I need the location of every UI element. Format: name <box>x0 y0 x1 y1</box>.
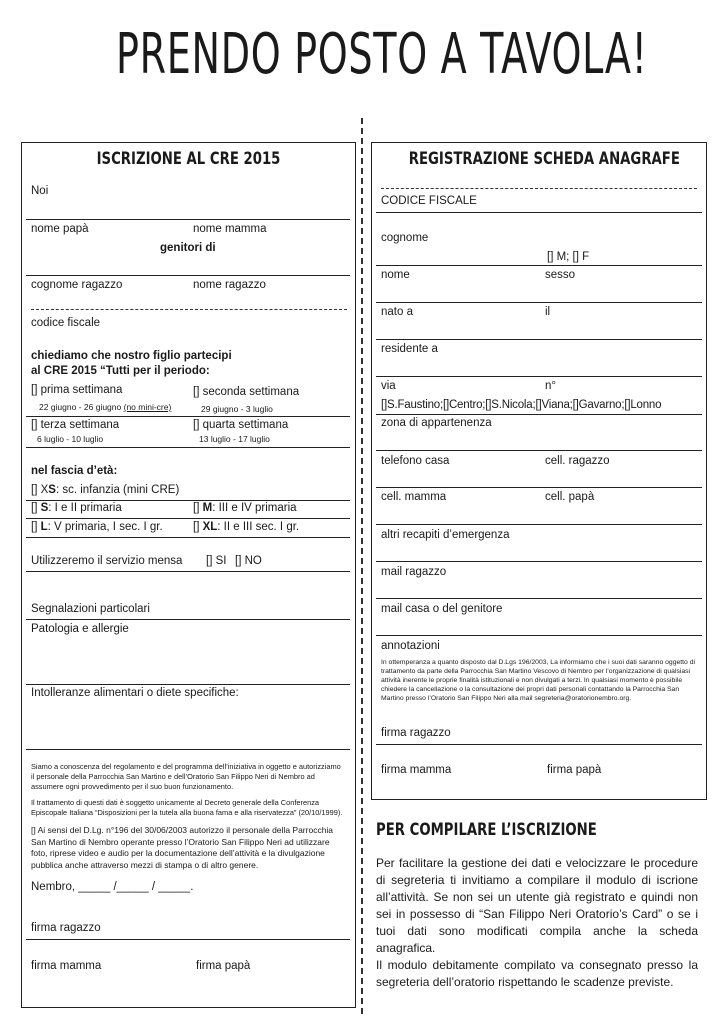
fascia-l-text: : V primaria, I sec. I gr. <box>47 521 163 533</box>
week2-checkbox[interactable]: [] seconda settimana <box>193 386 300 398</box>
week4-dates: 13 luglio - 17 luglio <box>199 434 270 444</box>
firma-ragazzo-label: firma ragazzo <box>31 922 101 934</box>
genitori-label: genitori di <box>160 242 216 254</box>
fascia-xl-checkbox[interactable] <box>193 521 299 533</box>
anagrafe-firma-ragazzo-field[interactable] <box>376 744 702 745</box>
anagrafe-firma-mamma-label: firma mamma <box>381 764 452 776</box>
week1-dates <box>39 402 171 412</box>
intolleranze-label: Intolleranze alimentari o diete specifiche: <box>31 687 239 699</box>
mail-genitore-field[interactable] <box>376 635 702 636</box>
week2-dates: 29 giugno - 3 luglio <box>201 404 273 414</box>
week3-checkbox[interactable]: [] terza settimana <box>31 419 120 431</box>
cell-mamma-label: cell. mamma <box>381 491 447 503</box>
fascia-xs-code: S <box>48 484 56 496</box>
anagrafe-cf-field[interactable] <box>381 188 697 189</box>
instructions-paragraph-1: Per facilitare la gestione dei dati e velocizzare le procedure di segreteria ti invitiamo a compilare il modulo di iscrione all’attività. Se non sei un utente già registrato e quindi non sei in possesso di “San Filippo Neri Oratorio’s Card” o se i tuoi dati sono modificati compila anche la scheda anagrafica. <box>376 856 698 955</box>
firma-mamma-label: firma mamma <box>31 960 102 972</box>
sesso-label: sesso <box>545 269 576 281</box>
fascia-xs-text: : sc. infanzia (mini CRE) <box>55 484 180 496</box>
consenso-foto-checkbox[interactable]: [] Ai sensi del D.Lg. n°196 del 30/06/2003 autorizzo il personale della Parrocchia San Martino di Nembro operante presso l’Oratorio San Filippo Neri ad utilizzare foto, riprese video e audio per la documentazione dell’attività e la divulgazione pubblica anche attraverso mezzi di stampa o di altro genere. <box>31 825 334 870</box>
anagrafe-firma-ragazzo-label: firma ragazzo <box>381 727 451 739</box>
fascia-m-box: [] <box>193 502 203 514</box>
mail-ragazzo-field[interactable] <box>376 598 702 599</box>
noi-label: Noi <box>31 185 49 197</box>
chiediamo-line2: al CRE 2015 “Tutti per il periodo: <box>31 365 210 377</box>
instructions-paragraph-2: Il modulo debitamente compilato va consegnato presso la segreteria dell’oratorio rispettando le scadenze previste. <box>376 958 698 989</box>
fascia-s-text: : I e II primaria <box>48 502 122 514</box>
fascia-xl-code: XL <box>202 521 218 533</box>
fascia-line-2 <box>26 518 350 519</box>
week1-checkbox[interactable]: [] prima settimana <box>31 384 123 396</box>
fascia-xs-box: [] X <box>31 484 49 496</box>
anagrafe-cognome-field[interactable] <box>376 265 702 266</box>
fascia-m-text: : III e IV primaria <box>212 502 297 514</box>
noi-field[interactable] <box>26 219 350 220</box>
residente-field[interactable] <box>376 376 702 377</box>
privacy-text: In ottemperanza a quanto disposto dal D.Lgs 196/2003, La informiamo che i suoi dati saranno oggetto di trattamento da parte della Parrocchia San Martino Vescovo di Nembro per l’organizzazione di qualsiasi attività inerente le proprie finalità istituzionali e non divulgati a terzi. In qualsiasi momento è possibile chiedere la cancellazione o la consultazione dei propri dati personali contattando la Parrocchia San Martino presso l’Oratorio San Filippo Neri alla mail segreteria@oratorionembro.org. <box>381 659 695 702</box>
week4-checkbox[interactable]: [] quarta settimana <box>193 419 289 431</box>
cell-ragazzo-label: cell. ragazzo <box>545 455 610 467</box>
sesso-options[interactable]: [] M; [] F <box>547 251 590 263</box>
fascia-s-box: [] <box>31 502 41 514</box>
firma-papa-label: firma papà <box>196 960 251 972</box>
residente-label: residente a <box>381 343 438 355</box>
annotazioni-label: annotazioni <box>381 640 440 652</box>
numero-label: n° <box>545 380 556 392</box>
zona-options[interactable]: []S.Faustino;[]Centro;[]S.Nicola;[]Viana;[]Gavarno;[]Lonno <box>381 399 662 411</box>
fascia-line-3 <box>26 537 350 538</box>
anagrafe-cognome-label: cognome <box>381 232 429 244</box>
fascia-s-code: S <box>40 502 49 514</box>
cognome-label: cognome ragazzo <box>31 279 123 291</box>
cell-genitori-field[interactable] <box>376 524 702 525</box>
mensa-no-checkbox[interactable]: [] NO <box>235 555 262 567</box>
nato-label: nato a <box>381 306 413 318</box>
genitori-field[interactable] <box>26 275 350 276</box>
mamma-label: nome mamma <box>193 223 267 235</box>
mensa-line <box>26 571 350 572</box>
nome-label: nome ragazzo <box>193 279 266 291</box>
anagrafe-firma-papa-label: firma papà <box>547 764 602 776</box>
telefono-label: telefono casa <box>381 455 450 467</box>
trattamento-text: Il trattamento di questi dati è soggetto unicamente al Decreto generale della Conferenza Episcopale Italiana “Disposizioni per la tutela alla buona fama e alla riservatezza” (20/10/1999). <box>31 798 343 817</box>
fascia-l-box: [] <box>31 521 41 533</box>
patologia-field[interactable] <box>26 684 350 685</box>
instructions-title: PER COMPILARE L’ISCRIZIONE <box>376 820 597 840</box>
anagrafe-cf-label: CODICE FISCALE <box>381 195 477 207</box>
mail-ragazzo-label: mail ragazzo <box>381 566 447 578</box>
weeks-end-line <box>26 447 350 448</box>
cf-label: codice fiscale <box>31 317 101 329</box>
altri-recapiti-field[interactable] <box>376 561 702 562</box>
fascia-m-code: M <box>202 502 213 514</box>
altri-recapiti-label: altri recapiti d’emergenza <box>381 529 510 541</box>
fascia-l-checkbox[interactable] <box>31 521 163 533</box>
mensa-label: Utilizzeremo il servizio mensa <box>31 555 183 567</box>
telefono-field[interactable] <box>376 487 702 488</box>
via-field[interactable] <box>376 414 702 415</box>
regolamento-text: Siamo a conoscenza del regolamento e del programma dell’iniziativa in oggetto e autorizziamo il personale della Parrocchia San Martino e dell’Oratorio San Filippo Neri di Nembro ad assumere ogni provvedimento per il suo buon funzionamento. <box>31 762 341 791</box>
firma-ragazzo-field[interactable] <box>26 939 350 940</box>
zona-line <box>376 450 702 451</box>
fascia-xl-text: : II e III sec. I gr. <box>217 521 300 533</box>
intolleranze-field[interactable] <box>26 749 350 750</box>
date-field[interactable]: Nembro, _____ /_____ / _____. <box>31 881 194 893</box>
chiediamo-line1: chiediamo che nostro figlio partecipi <box>31 350 232 362</box>
via-label: via <box>381 380 396 392</box>
anagrafe-form <box>371 142 707 800</box>
fascia-xl-box: [] <box>193 521 203 533</box>
week1-date-range: 22 giugno - 26 giugno <box>39 402 122 412</box>
week3-dates: 6 luglio - 10 luglio <box>37 434 104 444</box>
anagrafe-nome-label: nome <box>381 269 410 281</box>
mail-genitore-label: mail casa o del genitore <box>381 603 503 615</box>
nascita-field[interactable] <box>376 339 702 340</box>
papa-label: nome papà <box>31 223 89 235</box>
anagrafe-heading: REGISTRAZIONE SCHEDA ANAGRAFE <box>408 149 680 169</box>
fascia-s-checkbox[interactable] <box>31 502 122 514</box>
cut-line <box>361 118 363 1014</box>
cf-underline <box>376 212 702 213</box>
iscrizione-heading: ISCRIZIONE AL CRE 2015 <box>96 149 281 169</box>
cell-papa-label: cell. papà <box>545 491 595 503</box>
fascia-line-1 <box>26 500 350 501</box>
anagrafe-nome-field[interactable] <box>376 302 702 303</box>
fascia-l-code: L <box>40 521 48 533</box>
fascia-m-checkbox[interactable] <box>193 502 297 514</box>
fascia-label: nel fascia d’età: <box>31 465 118 477</box>
week1-note: (no mini-cre) <box>123 402 172 412</box>
instructions-text <box>376 855 698 991</box>
fascia-xs-checkbox[interactable] <box>31 484 179 496</box>
zona-label: zona di appartenenza <box>381 417 492 429</box>
iscrizione-form <box>21 142 356 1008</box>
il-label: il <box>545 306 551 318</box>
mensa-si-checkbox[interactable]: [] SI <box>206 555 227 567</box>
week-divider <box>26 416 350 417</box>
segnalazioni-field[interactable] <box>26 619 350 620</box>
page-title: PRENDO POSTO A TAVOLA! <box>116 22 648 87</box>
patologia-label: Patologia e allergie <box>31 623 129 635</box>
segnalazioni-label: Segnalazioni particolari <box>31 603 150 615</box>
codice-fiscale-field[interactable] <box>31 309 347 310</box>
